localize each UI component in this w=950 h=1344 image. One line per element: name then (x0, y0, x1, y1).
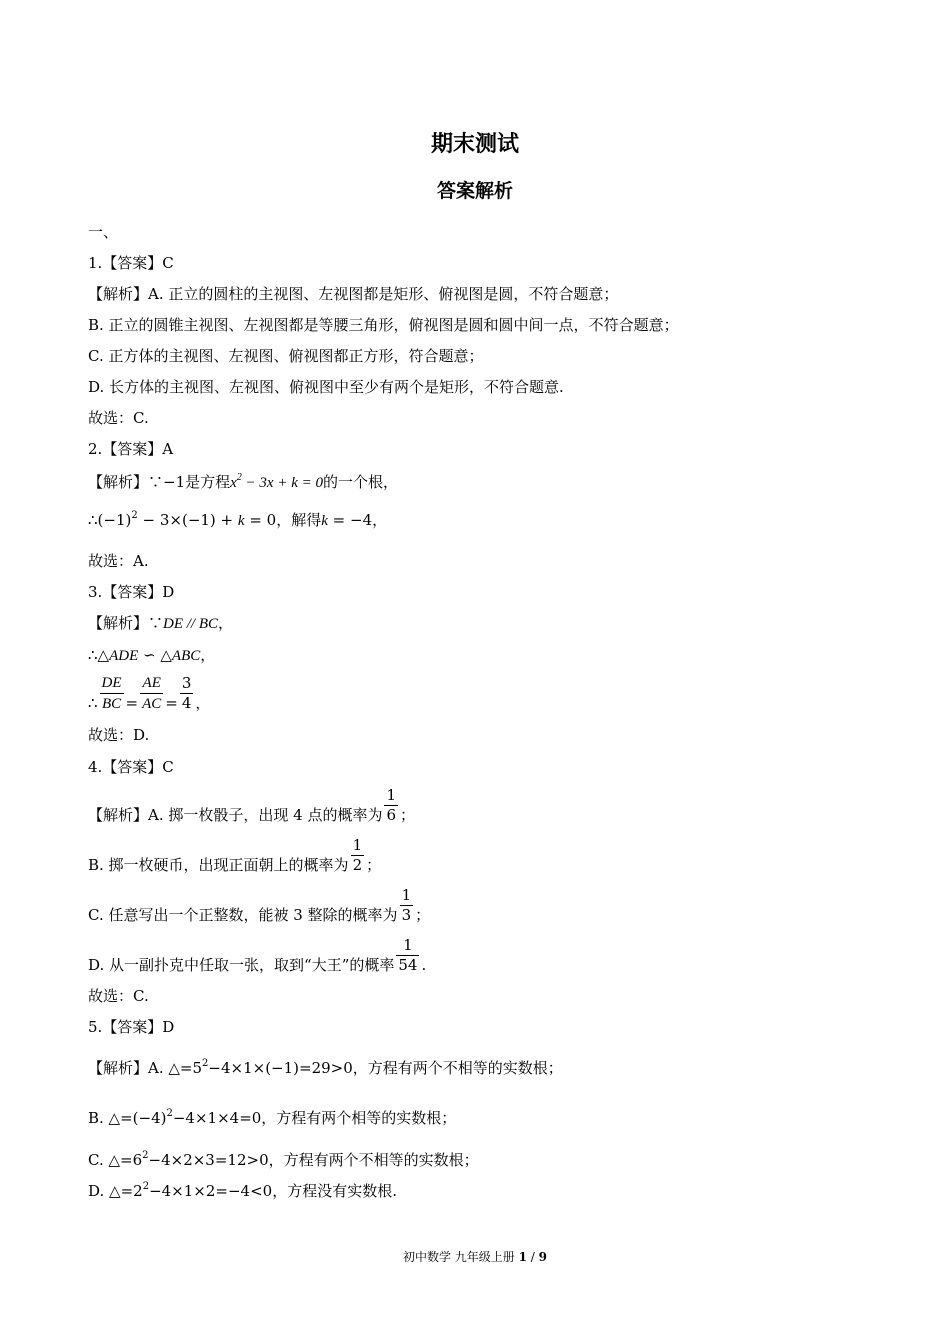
q2-therefore: ∴ (88, 511, 98, 529)
q3-frac-de-bc: $\frac{DE}{BC}$ (101, 675, 122, 712)
q3-frac-ae-ac: $\frac{AE}{AC}$ (142, 675, 162, 712)
q4-period-d: . (421, 956, 427, 974)
footer-page-number: 1 (518, 1250, 527, 1264)
q4-text-a: 【解析】A. 掷一枚骰子，出现 4 点的概率为 (88, 806, 383, 824)
page-footer (0, 1248, 950, 1265)
q4-text-c: C. 任意写出一个正整数，能被 3 整除的概率为 (88, 906, 398, 924)
q3-comma3: ， (195, 694, 211, 712)
q3-explain-line2 (88, 645, 215, 666)
q4-text-b: B. 掷一枚硬币，出现正面朝上的概率为 (88, 856, 349, 874)
q2-explain-line2: $\therefore(-1)^2 - 3\times(-1) + k = 0$，解得k = −4， (88, 510, 388, 529)
q4-explain-b (88, 836, 381, 887)
q5-d-part1: D. △=2 (88, 1182, 143, 1200)
q2-conclusion: 故选：A. (88, 552, 149, 570)
q2-result: k (321, 513, 328, 529)
q4-conclusion: 故选：C. (88, 987, 149, 1005)
q2-answer: 2.【答案】A (88, 440, 174, 458)
q5-explain-a: 【解析】A. $\triangle=5^2-4\times 1\times(-1)=29>0$，方程有两个不相等的实数根； (88, 1058, 563, 1077)
q4-frac-1-54: $\frac{1}{54}$ (398, 936, 418, 974)
q4-semicolon-a: ； (400, 806, 416, 824)
q1-answer: 1.【答案】C (88, 254, 174, 272)
q5-explain-b: B. $\triangle=(-4)^2-4\times 1\times 4=0$，方程有两个相等的实数根； (88, 1108, 457, 1127)
q3-conclusion: 故选：D. (88, 726, 150, 744)
q3-because: 【解析】∵ (88, 614, 164, 632)
q1-explain-a: 【解析】A. 正立的圆柱的主视图、左视图都是矩形、俯视图是圆，不符合题意； (88, 285, 619, 303)
q3-similar: △ADE ∽ △ABC (97, 646, 201, 664)
q5-a-part1: 【解析】A. △=5 (88, 1059, 203, 1077)
q5-a-part2: −4×1×(−1)=29>0，方程有两个不相等的实数根； (208, 1059, 563, 1077)
q3-therefore1: ∴ (88, 646, 98, 664)
q4-frac-1-6: $\frac{1}{6}$ (386, 786, 396, 824)
q2-text-b: 的一个根， (322, 473, 398, 491)
footer-page-total: 9 (538, 1250, 548, 1264)
q2-text-c: ，解得 (276, 511, 322, 529)
page-subtitle: 答案解析 (436, 180, 513, 202)
q2-text-d: ， (372, 511, 388, 529)
q4-explain-a (88, 786, 415, 837)
q2-equation: $x^2 - 3x + k = 0$ (230, 472, 323, 491)
q5-b-part2: −4×1×4=0，方程有两个相等的实数根； (172, 1109, 457, 1127)
q3-comma1: ， (218, 614, 234, 632)
q3-explain-line3: ∴ $\frac{DE}{BC}$ = $\frac{AE}{AC}$ = $\frac{3}{4}$ ， (88, 674, 211, 712)
footer-separator: / (526, 1250, 539, 1264)
q5-explain-c: C. $\triangle=6^2-4\times 2\times 3=12>0$，方程有两个不相等的实数根； (88, 1150, 479, 1169)
q4-answer: 4.【答案】C (88, 758, 174, 776)
q3-comma2: ， (200, 646, 216, 664)
q2-text-a: 【解析】∵−1是方程 (88, 473, 231, 491)
q5-b-part1: B. △=(−4) (88, 1109, 167, 1127)
q4-explain-c (88, 886, 430, 937)
q4-semicolon-b: ； (366, 856, 382, 874)
q3-therefore2: ∴ (88, 694, 98, 712)
q5-c-part1: C. △=6 (88, 1151, 143, 1169)
q4-frac-1-3: $\frac{1}{3}$ (401, 886, 412, 924)
q4-semicolon-c: ； (415, 906, 431, 924)
q2-explain-line1 (88, 472, 398, 493)
q1-explain-c: C. 正方体的主视图、左视图、俯视图都正方形，符合题意； (88, 347, 484, 365)
q5-explain-d: D. $\triangle=2^2-4\times 1\times 2=-4<0$，方程没有实数根. (88, 1181, 397, 1200)
q4-explain-d (88, 936, 426, 987)
q5-c-part2: −4×2×3=12>0，方程有两个不相等的实数根； (148, 1151, 479, 1169)
q5-answer: 5.【答案】D (88, 1018, 175, 1036)
q3-answer: 3.【答案】D (88, 583, 175, 601)
page-title: 期末测试 (430, 132, 519, 157)
q3-frac-3-4: $\frac{3}{4}$ (181, 674, 192, 712)
q5-d-part2: −4×1×2=−4<0，方程没有实数根. (149, 1182, 397, 1200)
q3-explain-line1 (88, 613, 233, 634)
q1-conclusion: 故选：C. (88, 409, 149, 427)
q2-substitution: $(-1)^2 - 3\times(-1) + k = 0$ (97, 510, 277, 529)
q4-text-d: D. 从一副扑克中任取一张，取到“大王”的概率 (88, 956, 395, 974)
q3-parallel: DE // BC (163, 616, 219, 632)
section-heading: 一、 (88, 223, 119, 241)
q1-explain-b: B. 正立的圆锥主视图、左视图都是等腰三角形，俯视图是圆和圆中间一点，不符合题意； (88, 316, 679, 334)
footer-label: 初中数学 九年级上册 (402, 1250, 515, 1264)
q4-frac-1-2: $\frac{1}{2}$ (352, 836, 363, 874)
q1-explain-d: D. 长方体的主视图、左视图、俯视图中至少有两个是矩形，不符合题意. (88, 378, 564, 396)
